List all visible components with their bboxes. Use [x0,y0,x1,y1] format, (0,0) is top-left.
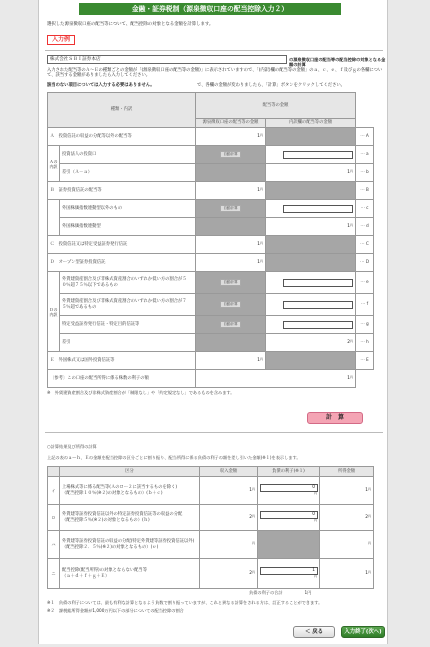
row-letter: ⋯ A [356,128,374,146]
row-label: 外貨建等証券投資信託の収益の分配(特定外貨建等証券投資信託以外) （配当控除２．５％(※２)の対象となるもの）(ｅ) [60,531,200,559]
result-value: $1^円$ [320,477,374,505]
table-row: イ 上場株式等に係る配当等(Ａのロー２に該当するものを除く) （配当控除１０％(※２)の対象となるもの）(ｂ＋ｃ) $1^円$ $0^円$ $1^円$ [48,477,374,505]
row-label: 外貨建資産割合及び非株式資産割合のいずれか低い方の割合が５０％超７５％以下であるもの [60,272,196,294]
amount-value: $1^円$ [266,218,356,236]
auto-calc-badge: 自動計算 [220,205,240,212]
col-type-header: 種類・内訳 [48,93,196,128]
back-button[interactable]: ＜ 戻る [293,626,335,638]
interest-input-i[interactable]: 0 [260,484,318,492]
row-label: Ａ 投資信託の収益の分配等以外の配当等 [48,128,196,146]
page-description: 選択した源泉徴収口座の配当等について、配当控除の対象となる金額を計算します。 [47,22,214,27]
amount-input-a[interactable] [283,151,353,159]
row-label: 差引（Ａ－ａ） [60,164,196,182]
divider [45,50,383,51]
table-row [48,128,374,146]
row-letter: ⋯ B [356,182,374,200]
dividend-table [47,92,374,388]
side-label: Ｄの内訳 [48,272,60,352]
amount-value: $1^円$ [196,182,266,200]
row-label: 外国株価指数連動型以外のもの [60,200,196,218]
row-letter: ⋯ g [356,316,374,334]
row-label: 外貨建資産割合及び非株式資産割合のいずれか低い方の割合が７５％超であるもの [60,294,196,316]
amount-value: $1^円$ [266,164,356,182]
footnote-2: ※２ 課税総所得金額が1,000万円以下の部分についての配当控除の割合 [47,608,184,613]
row-letter: ⋯ C [356,236,374,254]
row-label: 配当控除(配当所得)の対象とならない配当等 （ａ＋ｄ＋ｆ＋ｇ＋Ｅ） [60,559,200,589]
col-source-header: 源泉徴収口座の配当等の金額 [196,119,266,128]
row-label: Ｃ 投資信託又は特定受益証券発行信託 [48,236,196,254]
income-value: 円 [200,531,258,559]
section-description: 上記の表のａ～ｈ、Ｅの金額を配当控除の区分ごとに割り振り、配当所得に係る負債の利子の額を差し引いた金額(※１)を表示します。 [47,455,301,460]
row-letter: ⋯ a [356,146,374,164]
input-example-button[interactable]: 入力例 [47,35,75,45]
calculate-button[interactable]: 計 算 [307,412,363,424]
result-value: 円 [320,531,374,559]
auto-calc-badge: 自動計算 [220,151,240,158]
amount-value: $1^円$ [196,254,266,272]
table-row: ハ 外貨建等証券投資信託の収益の分配(特定外貨建等証券投資信託以外) （配当控除２．５％(※２)の対象となるもの）(ｅ) $^円$ $^円$ [48,531,374,559]
col-result-header: 所得金額 [320,467,374,477]
income-value: $2^円$ [200,505,258,531]
row-letter: ⋯ e [356,272,374,294]
amount-input-g[interactable] [283,321,353,329]
result-table [47,466,374,589]
col-income-header: 収入金額 [200,467,258,477]
row-label: 〔参考〕この口座の配当所得に係る株数の利子の額 [48,370,196,388]
row-label: 投資法人の投資口 [60,146,196,164]
section-title: ○計算結果及び所得の計算 [47,444,97,449]
side-label: Ａの内訳 [48,146,60,182]
col-kubun-header: 区分 [60,467,200,477]
account-heading: の源泉徴収口座の配当等の配当控除の対象となる金額の計算 [289,57,386,68]
col-breakdown-header: 内訳欄の配当等の金額 [266,119,356,128]
col-amounts-header: 配当等の金額 [196,93,356,119]
amount-value: $1^円$ [196,128,266,146]
amount-value: $1^円$ [196,352,266,370]
col-interest-header: 負債の利子(※１) [258,467,320,477]
amount-input-f[interactable] [283,301,353,309]
amount-value: $1^円$ [196,236,266,254]
row-letter: ⋯ c [356,200,374,218]
row-letter: ⋯ d [356,218,374,236]
row-letter: ⋯ D [356,254,374,272]
divider [45,432,383,433]
instruction-bold: 該当のない項目については入力する必要はありません。 [47,83,155,88]
amount-input-c[interactable] [283,205,353,213]
page-title: 金融・証券税制（源泉徴収口座の配当控除入力２） [79,3,341,15]
instruction-text-2: で、各欄の金額が変わりましたら、「計算」ボタンをクリックしてください。 [197,83,345,88]
account-name-field: 株式会社ＳＢＩ証券本店 [47,55,287,64]
row-letter: ⋯ b [356,164,374,182]
amount-value: $1^円$ [196,370,356,388]
auto-calc-badge: 自動計算 [220,321,240,328]
row-label: 外貨建等証券投資信託以外の特定証券投資信託等の収益の分配 （配当控除５％(※２)の対象となるもの）(ｈ) [60,505,200,531]
row-label: 外国株価指数連動型 [60,218,196,236]
row-label: Ｂ 証券投資信託の配当等 [48,182,196,200]
interest-input-ro[interactable]: 0 [260,511,318,519]
amount-value: $2^円$ [266,334,356,352]
finish-input-next-button[interactable]: 入力終了(次へ)＞ [341,626,385,638]
row-label: Ｅ 外国株式又は国外投資信託等 [48,352,196,370]
footnote-1: ※１ 負債の利子については、最も有利な計算となるよう負数で割り振っていますが、これと異なる計算をされる方は、訂正することができます。 [47,600,323,605]
row-label: 特定受益証券発行信託・特定目的信託等 [60,316,196,334]
auto-calc-badge: 自動計算 [220,279,240,286]
row-label: Ｄ オープン型証券投資信託 [48,254,196,272]
result-value: $1^円$ [320,559,374,589]
table-row: ニ 配当控除(配当所得)の対象とならない配当等 （ａ＋ｄ＋ｆ＋ｇ＋Ｅ） $2^円$ $1^円$ $1^円$ [48,559,374,589]
row-letter: ⋯ h [356,334,374,352]
row-label: 上場株式等に係る配当等(Ａのロー２に該当するものを除く) （配当控除１０％(※２)の対象となるもの）(ｂ＋ｃ) [60,477,200,505]
income-value: $1^円$ [200,477,258,505]
amount-input-e[interactable] [283,279,353,287]
auto-calc-badge: 自動計算 [220,301,240,308]
instruction-text: 入力された配当等のＡ～Ｅの種類ごとの金額が「(源泉徴収口座の配当等の金額)」に表示されていますので、「(内訳)欄の配当等の金額」のａ、ｃ、ｅ、ｆ及びｇの各欄について、該当する金額がありましたら入力してください。 [47,68,383,79]
income-value: $2^円$ [200,559,258,589]
table-row: ロ 外貨建等証券投資信託以外の特定証券投資信託等の収益の分配 （配当控除５％(※２)の対象となるもの）(ｈ) $2^円$ $0^円$ $2^円$ [48,505,374,531]
interest-input-ni[interactable]: 1 [260,567,318,575]
interest-total: 負債の利子の合計 1円 [249,590,312,595]
row-letter: ⋯ f [356,294,374,316]
table-note: ※ 外貨建資産割合及び非株式資産割合が「制限なし」や「約定規定なし」であるものを含みます。 [47,390,235,395]
row-letter: ⋯ E [356,352,374,370]
result-value: $2^円$ [320,505,374,531]
row-label: 差引 [60,334,196,352]
